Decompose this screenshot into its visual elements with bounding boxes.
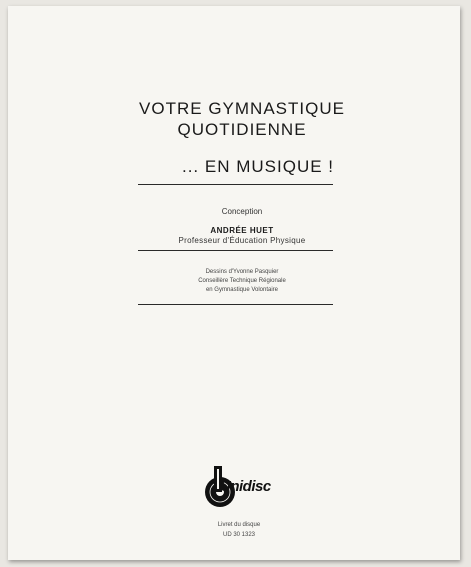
divider-rule-1	[138, 184, 333, 185]
drawings-credit-line-3: en Gymnastique Volontaire	[205, 287, 279, 293]
logo-wordmark: Unidisc	[220, 478, 271, 495]
conception-label: Conception	[221, 207, 263, 216]
title-line-1: VOTRE GYMNASTIQUE	[139, 99, 345, 118]
title-line-2: QUOTIDIENNE	[177, 120, 307, 139]
booklet-page	[8, 6, 460, 560]
title-line-3: ... EN MUSIQUE !	[181, 157, 335, 176]
author-role: Professeur d'Éducation Physique	[178, 236, 306, 245]
unidisc-logo	[204, 466, 271, 510]
catalog-number: UD 30 1323	[222, 532, 256, 538]
drawings-credit-line-1: Dessins d'Yvonne Pasquier	[205, 269, 279, 275]
divider-rule-2	[138, 250, 333, 251]
booklet-label: Livret du disque	[217, 522, 261, 528]
divider-rule-3	[138, 304, 333, 305]
author-name: ANDRÉE HUET	[210, 226, 274, 235]
drawings-credit-line-2: Conseillère Technique Régionale	[198, 278, 286, 284]
